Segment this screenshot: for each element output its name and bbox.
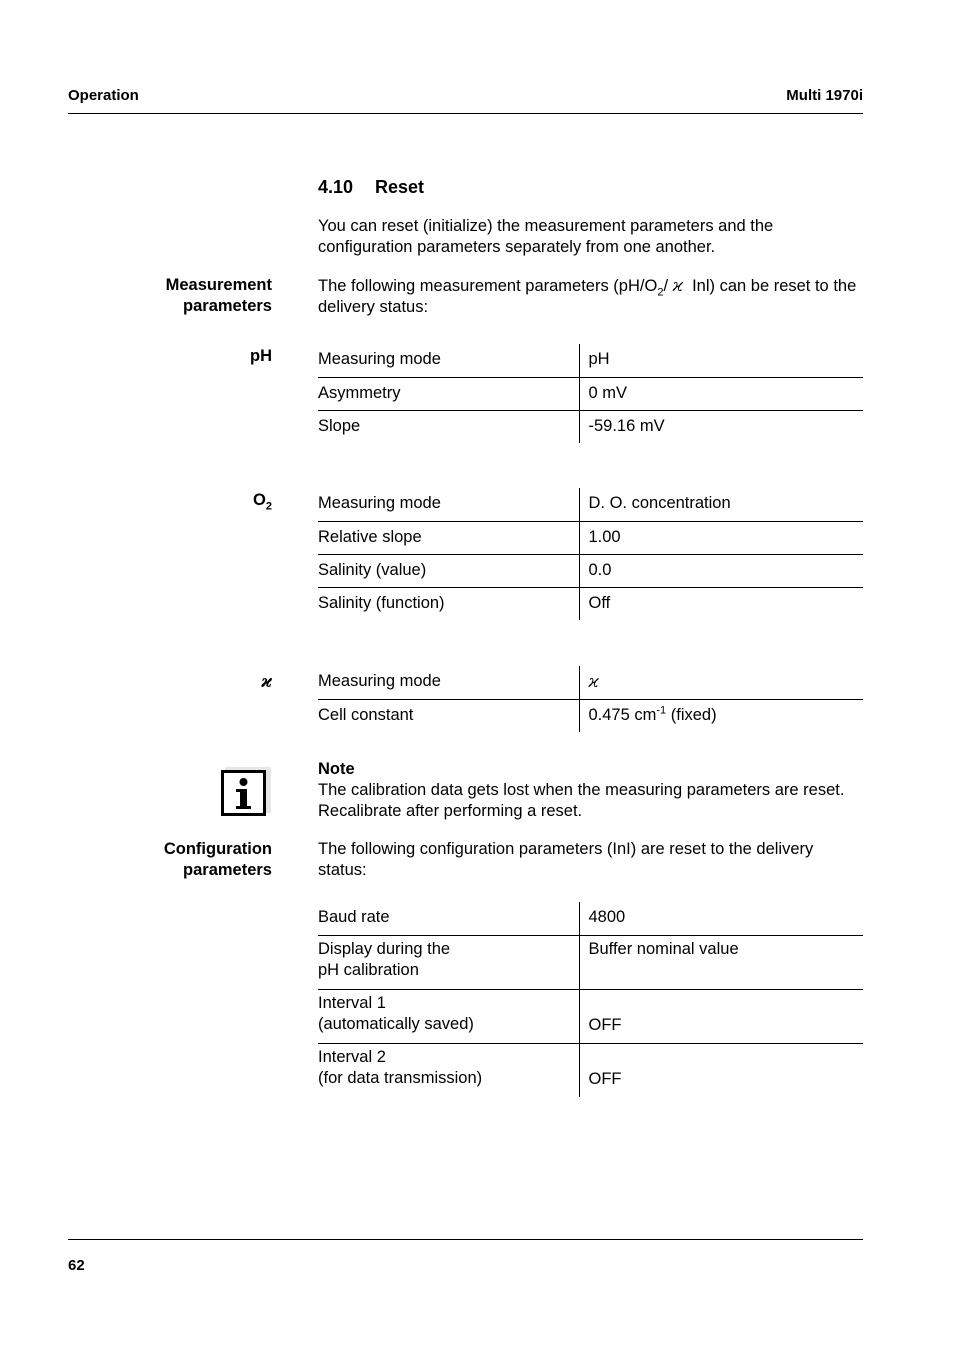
footer-rule bbox=[68, 1239, 863, 1240]
param-name-line1: Interval 1 bbox=[318, 993, 386, 1012]
param-value: Buffer nominal value bbox=[579, 935, 863, 989]
measurement-side-label bbox=[166, 275, 272, 317]
table-row bbox=[318, 554, 863, 587]
param-value: OFF bbox=[579, 1043, 863, 1097]
table-row bbox=[318, 377, 863, 410]
o2-label-sub: 2 bbox=[265, 500, 272, 513]
param-name bbox=[318, 902, 579, 935]
configuration-side-label bbox=[164, 839, 272, 881]
o2-side-label bbox=[253, 490, 272, 511]
param-name: Measuring mode bbox=[318, 672, 441, 690]
o2-parameters-table bbox=[318, 488, 863, 620]
configuration-label-line1: Configuration bbox=[163, 840, 272, 858]
table-row bbox=[318, 989, 863, 1043]
param-value: -59.16 mV bbox=[579, 410, 863, 443]
param-value: 0 mV bbox=[579, 377, 863, 410]
param-value: OFF bbox=[579, 989, 863, 1043]
conductivity-side-label: ϰ bbox=[261, 672, 272, 691]
param-value: Off bbox=[579, 587, 863, 620]
intro-paragraph: You can reset (initialize) the measurement parameters and the configuration parameters separately from one another. bbox=[318, 217, 774, 256]
param-name-line1: Interval 2 bbox=[318, 1047, 386, 1066]
table-row bbox=[318, 666, 863, 699]
table-row bbox=[318, 344, 863, 377]
param-name: Slope bbox=[318, 410, 579, 443]
configuration-parameters-table bbox=[318, 902, 863, 1097]
param-value bbox=[579, 699, 863, 732]
table-row bbox=[318, 935, 863, 989]
header-product: Multi 1970i bbox=[786, 87, 863, 104]
table-row bbox=[318, 902, 863, 935]
param-name: Asymmetry bbox=[318, 377, 579, 410]
conductivity-parameters-table bbox=[318, 666, 863, 732]
param-name: Relative slope bbox=[318, 521, 579, 554]
param-name: Salinity (value) bbox=[318, 554, 579, 587]
header-rule bbox=[68, 113, 863, 114]
cell-constant-value: 0.475 cm bbox=[588, 705, 657, 724]
table-row bbox=[318, 521, 863, 554]
param-name: Measuring mode bbox=[318, 494, 441, 512]
table-row bbox=[318, 1043, 863, 1097]
measurement-text-after: Inl) can be reset to the delivery status: bbox=[318, 277, 861, 316]
param-name-line2: (automatically saved) bbox=[318, 1014, 474, 1033]
ph-parameters-table bbox=[318, 344, 863, 443]
measurement-text-before: The following measurement parameters (pH/O bbox=[318, 277, 658, 295]
param-value: 1.00 bbox=[579, 521, 863, 554]
param-value: ϰ bbox=[579, 666, 863, 699]
measurement-paragraph bbox=[318, 275, 866, 318]
table-row bbox=[318, 699, 863, 732]
param-value: 0.0 bbox=[579, 554, 863, 587]
note-block bbox=[318, 759, 866, 822]
param-value: D. O. concentration bbox=[579, 488, 863, 521]
param-name: Salinity (function) bbox=[318, 587, 579, 620]
kappa-symbol-icon: ϰ bbox=[672, 276, 683, 295]
param-name-line2: (for data transmission) bbox=[318, 1068, 483, 1087]
info-icon bbox=[221, 767, 271, 817]
configuration-label-line2: parameters bbox=[183, 861, 272, 879]
param-name-line2: pH calibration bbox=[318, 960, 419, 979]
section-heading: Reset bbox=[375, 177, 425, 197]
param-name: Measuring mode bbox=[318, 350, 441, 368]
param-name bbox=[318, 989, 579, 1043]
note-text: The calibration data gets lost when the measuring parameters are reset. Recalibrate after performing a reset. bbox=[318, 781, 845, 820]
measurement-label-line2: parameters bbox=[183, 297, 272, 315]
table-row bbox=[318, 410, 863, 443]
measurement-text-sub: 2 bbox=[657, 286, 664, 299]
o2-label-base: O bbox=[253, 491, 266, 509]
measurement-label-line1: Measurement bbox=[165, 276, 272, 294]
note-title: Note bbox=[318, 760, 355, 778]
param-value: 4800 bbox=[579, 902, 863, 935]
configuration-paragraph: The following configuration parameters (InI) are reset to the delivery status: bbox=[318, 840, 814, 879]
param-value: pH bbox=[579, 344, 863, 377]
table-row bbox=[318, 488, 863, 521]
param-name bbox=[318, 1043, 579, 1097]
param-name-line1: Baud rate bbox=[318, 908, 390, 926]
param-name-line1: Display during the bbox=[318, 939, 451, 958]
measurement-text-slash: / bbox=[663, 277, 673, 295]
cell-constant-suffix: (fixed) bbox=[666, 705, 717, 724]
cell-constant-exponent: -1 bbox=[656, 704, 667, 716]
param-name: Cell constant bbox=[318, 699, 579, 732]
param-name bbox=[318, 935, 579, 989]
page-number: 62 bbox=[68, 1257, 85, 1274]
section-title bbox=[318, 177, 424, 198]
header-chapter: Operation bbox=[68, 87, 139, 104]
section-number: 4.10 bbox=[318, 177, 354, 197]
table-row bbox=[318, 587, 863, 620]
ph-side-label: pH bbox=[250, 347, 272, 365]
